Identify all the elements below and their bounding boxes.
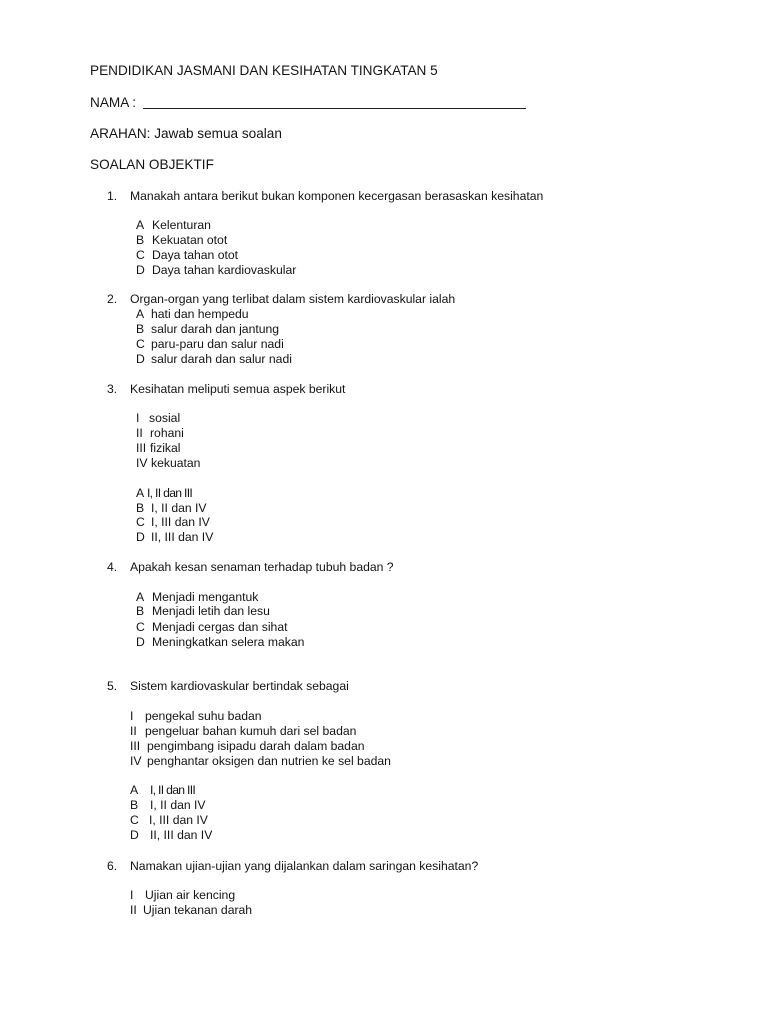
option-label: B	[136, 233, 145, 247]
q5-option-a	[0, 783, 768, 798]
option-label: A	[136, 486, 145, 500]
section-heading: SOALAN OBJEKTIF	[90, 157, 214, 172]
q3-statement-iii	[0, 441, 768, 456]
name-blank-line	[143, 94, 526, 109]
statement-text: Ujian tekanan darah	[143, 903, 253, 917]
statement-text: pengimbang isipadu darah dalam badan	[147, 739, 365, 753]
statement-label: I	[130, 888, 134, 902]
worksheet-title: PENDIDIKAN JASMANI DAN KESIHATAN TINGKATAN 5	[90, 63, 438, 78]
statement-text: sosial	[149, 411, 181, 425]
q5-statement-iv	[0, 754, 768, 769]
option-text: Menjadi mengantuk	[152, 590, 259, 604]
statement-label: I	[130, 709, 134, 723]
option-label: C	[136, 248, 145, 262]
question-text: Apakah kesan senaman terhadap tubuh badan ?	[130, 560, 394, 574]
q3-option-b	[0, 501, 768, 516]
q1-option-d	[0, 263, 768, 278]
option-text: hati dan hempedu	[151, 307, 249, 321]
option-label: A	[136, 307, 145, 321]
option-label: D	[136, 635, 145, 649]
option-label: B	[136, 322, 145, 336]
q5-statement-iii	[0, 739, 768, 754]
question-number: 4.	[107, 560, 118, 574]
option-label: D	[136, 263, 145, 277]
q4-option-d	[0, 635, 768, 650]
q1-option-a	[0, 218, 768, 233]
question-5	[0, 679, 768, 694]
option-text: I, III dan IV	[149, 813, 208, 827]
option-text: II, III dan IV	[150, 828, 213, 842]
name-row	[90, 94, 530, 111]
statement-label: IV	[130, 754, 142, 768]
q5-option-d	[0, 828, 768, 843]
statement-label: II	[136, 426, 143, 440]
option-label: B	[136, 604, 145, 618]
option-text: Menjadi cergas dan sihat	[152, 620, 288, 634]
question-number: 2.	[107, 292, 118, 306]
statement-label: IV	[136, 456, 148, 470]
question-number: 5.	[107, 679, 118, 693]
q5-statement-i	[0, 709, 768, 724]
q5-option-c	[0, 813, 768, 828]
statement-label: III	[136, 441, 147, 455]
question-text: Manakah antara berikut bukan komponen kecergasan berasaskan kesihatan	[130, 189, 544, 203]
statement-label: II	[130, 903, 137, 917]
option-label: A	[130, 783, 139, 797]
statement-text: rohani	[150, 426, 184, 440]
option-label: B	[136, 501, 145, 515]
option-text: Daya tahan otot	[152, 248, 239, 262]
question-1	[0, 189, 768, 204]
option-text: Kelenturan	[152, 218, 211, 232]
q4-option-b	[0, 604, 768, 619]
question-text: Organ-organ yang terlibat dalam sistem kardiovaskular ialah	[130, 292, 456, 306]
option-text: Daya tahan kardiovaskular	[152, 263, 297, 277]
option-text: I, II dan IV	[151, 501, 207, 515]
statement-text: Ujian air kencing	[145, 888, 236, 902]
option-text: Meningkatkan selera makan	[152, 635, 305, 649]
q3-statement-iv	[0, 456, 768, 471]
option-label: B	[130, 798, 139, 812]
option-text: Kekuatan otot	[152, 233, 228, 247]
option-text: I, II dan IV	[150, 798, 206, 812]
q4-option-c	[0, 620, 768, 635]
statement-text: kekuatan	[151, 456, 201, 470]
q4-option-a	[0, 590, 768, 605]
option-text: salur darah dan jantung	[151, 322, 280, 336]
option-text: I, II dan III	[150, 783, 196, 797]
option-text: I, II dan III	[147, 486, 193, 500]
option-label: C	[136, 515, 145, 529]
q2-option-a	[0, 307, 768, 322]
option-label: D	[136, 530, 145, 544]
option-label: D	[136, 352, 145, 366]
option-text: salur darah dan salur nadi	[151, 352, 292, 366]
q3-option-c	[0, 515, 768, 530]
option-text: II, III dan IV	[151, 530, 214, 544]
option-label: C	[130, 813, 139, 827]
statement-text: pengekal suhu badan	[145, 709, 262, 723]
q5-statement-ii	[0, 724, 768, 739]
question-6	[0, 859, 768, 874]
statement-text: penghantar oksigen dan nutrien ke sel badan	[147, 754, 391, 768]
q2-option-d	[0, 352, 768, 367]
statement-text: pengeluar bahan kumuh dari sel badan	[145, 724, 357, 738]
statement-label: III	[130, 739, 141, 753]
q3-statement-ii	[0, 426, 768, 441]
option-label: A	[136, 590, 145, 604]
question-2	[0, 292, 768, 307]
q3-option-a	[0, 486, 768, 501]
instruction: ARAHAN: Jawab semua soalan	[90, 126, 282, 141]
option-text: paru-paru dan salur nadi	[151, 337, 284, 351]
statement-label: II	[130, 724, 137, 738]
statement-text: fizikal	[150, 441, 181, 455]
question-number: 3.	[107, 382, 118, 396]
option-text: I, III dan IV	[151, 515, 210, 529]
q1-option-c	[0, 248, 768, 263]
question-text: Sistem kardiovaskular bertindak sebagai	[130, 679, 349, 693]
q5-option-b	[0, 798, 768, 813]
question-text: Kesihatan meliputi semua aspek berikut	[130, 382, 346, 396]
option-label: C	[136, 337, 145, 351]
q2-option-b	[0, 322, 768, 337]
option-label: C	[136, 620, 145, 634]
name-label: NAMA :	[90, 95, 137, 110]
q2-option-c	[0, 337, 768, 352]
question-4	[0, 560, 768, 575]
option-label: A	[136, 218, 145, 232]
q1-option-b	[0, 233, 768, 248]
q3-option-d	[0, 530, 768, 545]
question-number: 1.	[107, 189, 118, 203]
question-text: Namakan ujian-ujian yang dijalankan dalam saringan kesihatan?	[130, 859, 479, 873]
option-label: D	[130, 828, 139, 842]
q6-statement-ii	[0, 903, 768, 918]
q6-statement-i	[0, 888, 768, 903]
question-number: 6.	[107, 859, 118, 873]
statement-label: I	[136, 411, 140, 425]
question-3	[0, 382, 768, 397]
option-text: Menjadi letih dan lesu	[152, 604, 270, 618]
q3-statement-i	[0, 411, 768, 426]
